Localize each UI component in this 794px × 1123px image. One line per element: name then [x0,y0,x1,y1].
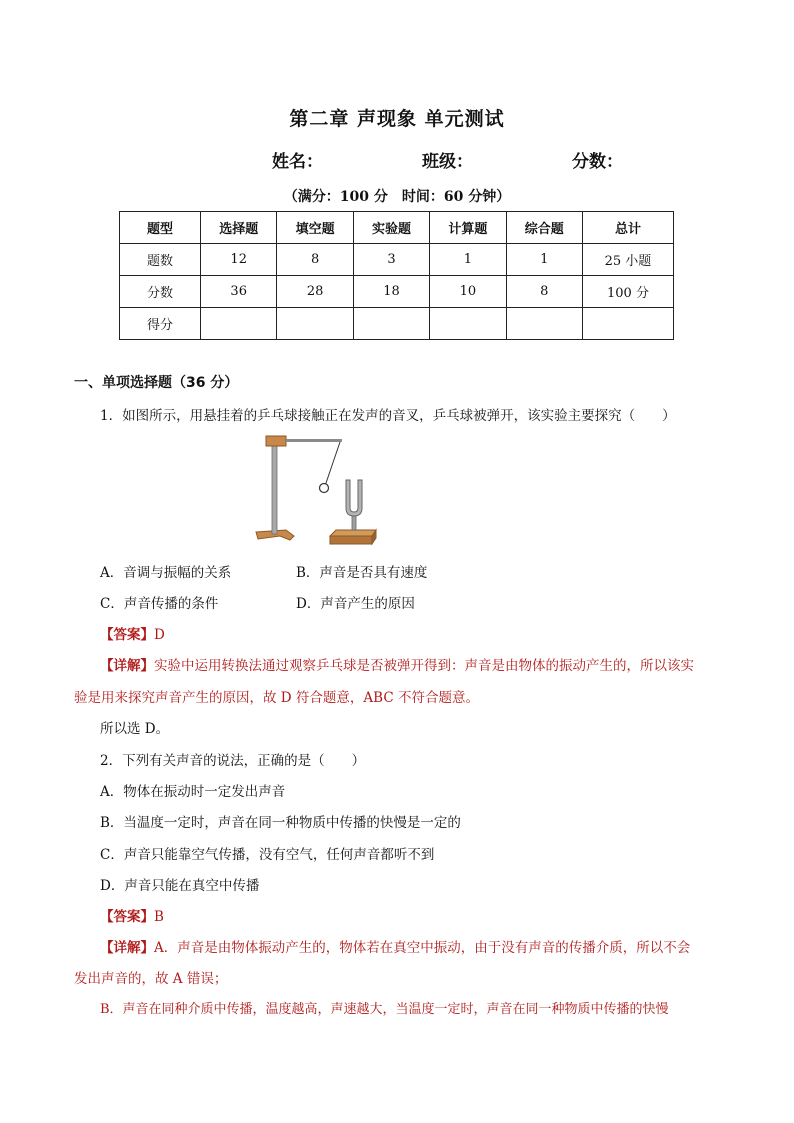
table-cell: 综合题 [506,212,582,244]
table-cell: 1 [506,244,582,276]
table-row [120,276,674,308]
exam-meta: （满分：100 分 时间：60 分钟） [283,189,511,205]
stand-arm-icon [286,439,342,442]
detail-tag: 【详解】 [100,658,154,674]
table-cell: 计算题 [430,212,506,244]
tuning-fork-icon [346,480,362,516]
table-cell: 实验题 [353,212,429,244]
answer-tag: 【答案】 [100,627,154,643]
stand-clamp-icon [266,436,286,446]
table-cell [201,308,277,340]
table-cell: 18 [353,276,429,308]
q1-conclusion: 所以选 D。 [100,721,170,737]
student-info-line [272,147,632,173]
q2-option-b: B．当温度一定时，声音在同一种物质中传播的快慢是一定的 [100,815,461,831]
q2-detail-line-1 [100,936,690,956]
q1-option-a: A．音调与振幅的关系 [100,565,232,581]
q1-option-d: D．声音产生的原因 [296,596,415,612]
table-cell: 得分 [120,308,201,340]
table-cell: 总计 [582,212,673,244]
table-cell [430,308,506,340]
name-label: 姓名： [272,152,323,172]
table-cell: 选择题 [201,212,277,244]
q2-option-c: C．声音只能靠空气传播，没有空气，任何声音都听不到 [100,847,435,863]
table-cell: 8 [506,276,582,308]
stand-pole-icon [272,440,277,534]
answer-value: B [154,909,164,925]
table-cell [582,308,673,340]
table-cell [277,308,353,340]
q1-detail-line-1 [100,654,694,674]
score-table-header-row [120,212,674,244]
q2-option-a: A．物体在振动时一定发出声音 [100,784,286,800]
q2-detail-line-3: B．声音在同种介质中传播，温度越高，声速越大，当温度一定时，声音在同一种物质中传播的快慢 [100,1002,669,1017]
table-row [120,244,674,276]
answer-value: D [154,627,165,643]
detail-tag: 【详解】 [100,940,154,956]
q1-answer [100,623,165,643]
fork-base-icon [330,530,376,536]
q1-option-b: B．声音是否具有速度 [296,565,428,581]
detail-text: 实验中运用转换法通过观察乒乓球是否被弹开得到：声音是由物体的振动产生的，所以该实 [154,658,694,674]
class-label: 班级： [422,152,473,172]
table-cell: 填空题 [277,212,353,244]
q1-detail-line-2: 验是用来探究声音产生的原因，故 D 符合题意，ABC 不符合题意。 [74,690,479,706]
q2-stem: 2．下列有关声音的说法，正确的是（ ） [100,753,366,769]
tuning-fork-apparatus-figure [250,432,380,552]
string-icon [325,442,340,486]
table-cell: 1 [430,244,506,276]
q2-answer [100,905,164,925]
score-table [119,211,674,340]
table-cell: 12 [201,244,277,276]
table-cell: 28 [277,276,353,308]
q2-detail-line-2: 发出声音的，故 A 错误； [74,971,228,987]
detail-text: A．声音是由物体振动产生的，物体若在真空中振动，由于没有声音的传播介质，所以不会 [154,940,691,956]
table-cell: 100 分 [582,276,673,308]
page-title: 第二章 声现象 单元测试 [289,108,505,130]
table-cell [506,308,582,340]
answer-tag: 【答案】 [100,909,154,925]
score-label: 分数： [572,152,623,172]
table-cell: 25 小题 [582,244,673,276]
section-heading: 一、单项选择题（36 分） [74,375,239,391]
table-cell [353,308,429,340]
q1-stem: 1．如图所示，用悬挂着的乒乓球接触正在发声的音叉，乒乓球被弹开，该实验主要探究（ ） [100,408,676,424]
ping-pong-ball-icon [320,484,329,493]
q1-option-c: C．声音传播的条件 [100,596,219,612]
q2-option-d: D．声音只能在真空中传播 [100,878,260,894]
table-cell: 题型 [120,212,201,244]
table-cell: 36 [201,276,277,308]
table-cell: 题数 [120,244,201,276]
table-cell: 分数 [120,276,201,308]
table-row [120,308,674,340]
table-cell: 3 [353,244,429,276]
table-cell: 10 [430,276,506,308]
table-cell: 8 [277,244,353,276]
